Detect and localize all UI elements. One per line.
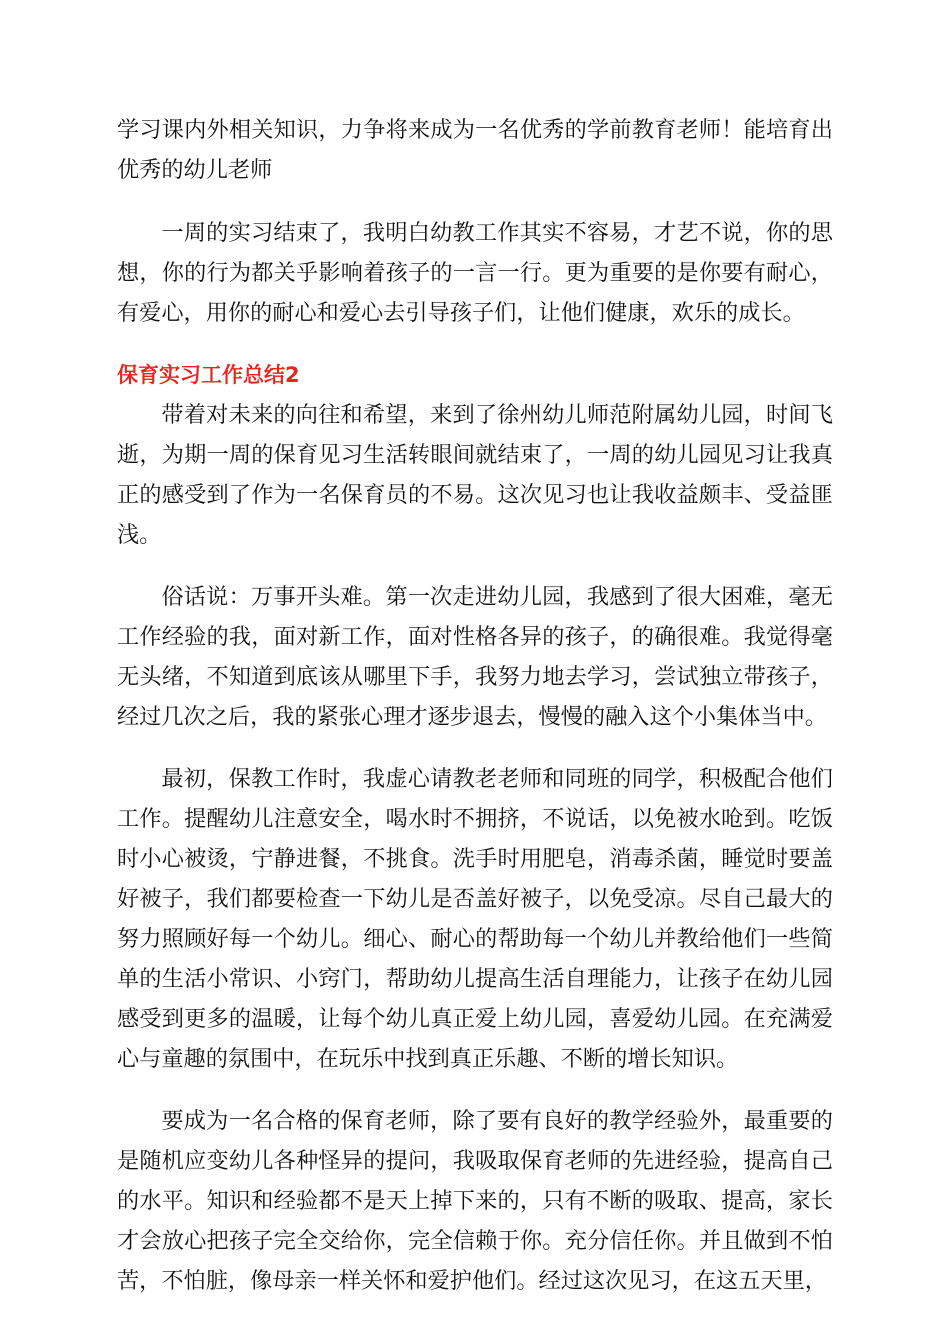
paragraph-arrival: 带着对未来的向往和希望，来到了徐州幼儿师范附属幼儿园，时间飞逝，为期一周的保育见习生活转眼间就结束了，一周的幼儿园见习让我真正的感受到了作为一名保育员的不易。这次见习也让我收益颇丰、受益匪浅。 — [117, 402, 833, 548]
section-heading: 保育实习工作总结2 — [117, 363, 300, 387]
paragraph-qualified-teacher: 要成为一名合格的保育老师，除了要有良好的教学经验外，最重要的是随机应变幼儿各种怪异的提问，我吸取保育老师的先进经验，提高自己的水平。知识和经验都不是天上掉下来的，只有不断的吸取、提高，家长才会放心把孩子完全交给你，完全信赖于你。充分信任你。并且做到不怕苦，不怕脏，像母亲一样关怀和爱护他们。经过这次见习，在这五天里， — [117, 1108, 833, 1294]
paragraph-care-work: 最初，保教工作时，我虚心请教老老师和同班的同学，积极配合他们工作。提醒幼儿注意安全，喝水时不拥挤，不说话，以免被水呛到。吃饭时小心被烫，宁静进餐，不挑食。洗手时用肥皂，消毒杀菌，睡觉时要盖好被子，我们都要检查一下幼儿是否盖好被子，以免受凉。尽自己最大的努力照顾好每一个幼儿。细心、耐心的帮助每一个幼儿并教给他们一些简单的生活小常识、小窍门，帮助幼儿提高生活自理能力，让孩子在幼儿园感受到更多的温暖，让每个幼儿真正爱上幼儿园，喜爱幼儿园。在充满爱心与童趣的氛围中，在玩乐中找到真正乐趣、不断的增长知识。 — [117, 766, 833, 1072]
paragraph-internship-end: 一周的实习结束了，我明白幼教工作其实不容易，才艺不说，你的思想，你的行为都关乎影响着孩子的一言一行。更为重要的是你要有耐心，有爱心，用你的耐心和爱心去引导孩子们，让他们健康，欢乐的成长。 — [117, 220, 833, 326]
document-page — [117, 110, 833, 1301]
paragraph-continuation: 学习课内外相关知识，力争将来成为一名优秀的学前教育老师！能培育出优秀的幼儿老师 — [117, 117, 833, 183]
paragraph-difficulty: 俗话说：万事开头难。第一次走进幼儿园，我感到了很大困难，毫无工作经验的我，面对新工作，面对性格各异的孩子，的确很难。我觉得毫无头绪，不知道到底该从哪里下手，我努力地去学习，尝试独立带孩子，经过几次之后，我的紧张心理才逐步退去，慢慢的融入这个小集体当中。 — [117, 584, 833, 730]
